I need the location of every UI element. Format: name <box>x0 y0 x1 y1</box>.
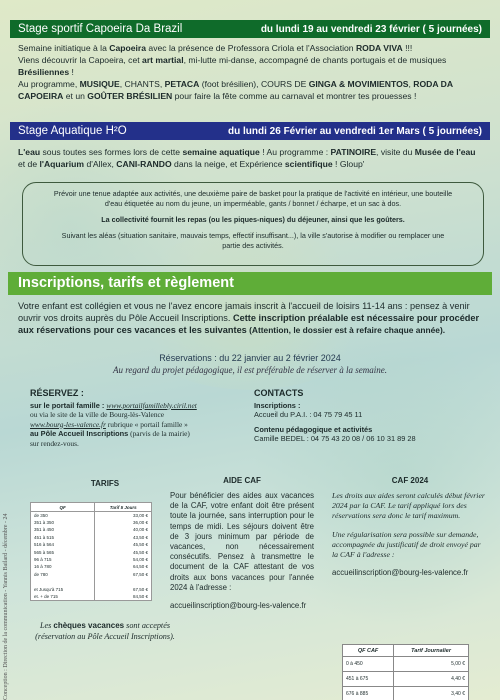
contacts-section: CONTACTS Inscriptions : Accueil du P.A.I. : 04 75 79 45 11 Contenu pédagogique et activités Camille BEDEL : 04 75 43 20 08 / 06 10 31 89 28 <box>254 389 494 444</box>
notice-box <box>22 182 484 266</box>
tarif-row: 451 à 515 43,50 € <box>31 534 152 541</box>
cheques-vacances-note: Les chèques vacances sont acceptés (réservation au Pôle Accueil Inscriptions). <box>35 621 175 641</box>
tarif-row: et. + de 715 84,50 € <box>31 593 152 600</box>
tarif-row: 351 à 350 36,00 € <box>31 519 152 526</box>
tarif-row <box>31 578 152 585</box>
tarif-row: 16 à 780 64,50 € <box>31 563 152 570</box>
capoeira-description: Semaine initiatique à la Capoeira avec la présence de Professora Criola et l'Association RODA VIVA !!! Viens découvrir la Capoeira, cet art martial, mi-lutte mi-danse, accompagné de chants portugais et de musiques Brésiliennes ! Au programme, MUSIQUE, CHANTS, PETACA (foot brésilien), COURS DE GINGA & MOVIMIENTOS, RODA DA CAPOEIRA et un GOÛTER BRÉSILIEN pour faire la fête comme au carnaval et montrer tes prouesses ! <box>18 43 453 101</box>
reservez-title: RÉSERVEZ : <box>30 388 84 398</box>
caf-2024-email[interactable]: accueilinscription@bourg-les-valence.fr <box>332 568 469 578</box>
reservations-info <box>0 352 500 376</box>
tarifs-table: QF Tarif 5 Jours de 350 33,00 € 351 à 350 36,00 € 351 à 450 40,00 € 451 à 515 43,50 € 516 à 564 45,50 € 565 à 565 45,50 € 96 à 715 54,00 € 16 à 780 64,50 € de 780 67,50 € et Jusqu'à 715 67,50 € et. + de 715 84,50 € <box>30 502 152 601</box>
tarifs-title: TARIFS <box>90 479 120 488</box>
aquatique-banner <box>10 122 490 140</box>
reservations-label: Réservations : <box>159 353 217 363</box>
notice-changes: Suivant les aléas (situation sanitaire, mauvais temps, effectif insuffisant...), la ville s'autorise à modifier ou remplacer une partie des activités. <box>61 231 445 250</box>
aide-caf-title: AIDE CAF <box>223 476 261 485</box>
caf-tarif-row: 451 à 675 4,40 € <box>343 672 469 687</box>
aide-caf-email[interactable]: accueilinscription@bourg-les-valence.fr <box>170 601 307 611</box>
contact-pedagogique-phone: Camille BEDEL : 04 75 43 20 08 / 06 10 31 89 28 <box>254 434 416 443</box>
portail-famille-link[interactable]: www.portailfamillebly.ciril.net <box>106 400 197 410</box>
tarif-row: et Jusqu'à 715 67,50 € <box>31 585 152 592</box>
reservations-note: Au regard du projet pédagogique, il est préférable de réserver à la semaine. <box>113 365 387 375</box>
aide-caf-section: Pour bénéficier des aides aux vacances de la CAF, votre enfant doit être présent toute la journée, sans interruption pour le temps de midi. Les séjours doivent être de 3 jours minimum par période de vacances, non nécessairement consécutifs. Pensez à transmettre le document de la CAF attestant de vos droits aux bons vacances pour l'année 2024 à l'adresse : accueilinscription@bourg-les-valence.fr <box>170 491 314 611</box>
aquatique-dates: du lundi 26 Février au vendredi 1er Mars ( 5 journées) <box>228 125 482 137</box>
capoeira-dates: du lundi 19 au vendredi 23 février ( 5 journées) <box>260 23 482 35</box>
tarif-row: 351 à 450 40,00 € <box>31 526 152 533</box>
aquatique-title: Stage Aquatique H²O <box>18 125 127 137</box>
notice-equipment: Prévoir une tenue adaptée aux activités, une deuxième paire de basket pour la pratique de l'activité en intérieur, une bouteille d'eau étiquetée au nom du jeune, un imperméable, gants / bonnet / écharpe, et un sac à dos. <box>53 189 453 208</box>
inscriptions-text: Votre enfant est collégien et vous ne l'avez encore jamais inscrit à l'accueil de loisirs 11-14 ans : pensez à venir ouvrir vos droits auprès du Pôle Accueil Inscriptions. Cette inscription préalable est nécessaire pour procéder aux réservations pour ces vacances et les suivantes (Attention, le dossier est à refaire chaque année). <box>18 301 480 335</box>
reservations-dates: du 22 janvier au 2 février 2024 <box>216 353 341 363</box>
tarif-row: 565 à 565 45,50 € <box>31 548 152 555</box>
notice-meals: La collectivité fournit les repas (ou les piques-niques) du déjeuner, ainsi que les goûters. <box>101 215 405 224</box>
caf-tarif-row: 676 à 885 3,40 € <box>343 687 469 700</box>
credit-text: Conception : Direction de la communication - Yannis Bailard - décembre - 24 <box>3 513 9 700</box>
caf-tarif-table: QF CAF Tarif Journalier 0 à 450 5,00 € 451 à 675 4,40 € 676 à 885 3,40 € <box>342 644 469 700</box>
caf-tarif-row: 0 à 450 5,00 € <box>343 657 469 672</box>
caf-2024-title: CAF 2024 <box>391 476 429 485</box>
contacts-title: CONTACTS <box>254 388 304 398</box>
ville-website-link[interactable]: www.bourg-les-valence.fr <box>30 419 106 429</box>
tarif-row: de 780 67,50 € <box>31 571 152 578</box>
inscriptions-banner: Inscriptions, tarifs et règlement <box>8 272 492 295</box>
tarif-row: 96 à 715 54,00 € <box>31 556 152 563</box>
capoeira-title: Stage sportif Capoeira Da Brazil <box>18 23 183 35</box>
capoeira-banner <box>10 20 490 38</box>
tarif-row: de 350 33,00 € <box>31 512 152 519</box>
contact-inscriptions-phone: Accueil du P.A.I. : 04 75 79 45 11 <box>254 410 363 419</box>
reservez-section: RÉSERVEZ : sur le portail famille : www.portailfamillebly.ciril.net ou via le site de la ville de Bourg-lès-Valence www.bourg-les-valence.fr rubrique « portail famille » au Pôle Accueil Inscriptions (parvis de la mairie) sur rendez-vous. <box>30 389 240 448</box>
caf-2024-section: Les droits aux aides seront calculés début février 2024 par la CAF. Le tarif appliqué lors des réservations sera donc le tarif maximum. Une régularisation sera possible sur demande, accompagnée du justificatif de droit envoyé par la CAF à l'adresse : accueilinscription@bourg-les-valence.fr <box>332 491 488 586</box>
tarif-row: 516 à 564 45,50 € <box>31 541 152 548</box>
aquatique-description: L'eau sous toutes ses formes lors de cette semaine aquatique ! Au programme : PATINOIRE, visite du Musée de l'eau et de l'Aquarium d'Allex, CANI-RANDO dans la neige, et Expérience scientifique ! Gloup' <box>18 147 476 169</box>
